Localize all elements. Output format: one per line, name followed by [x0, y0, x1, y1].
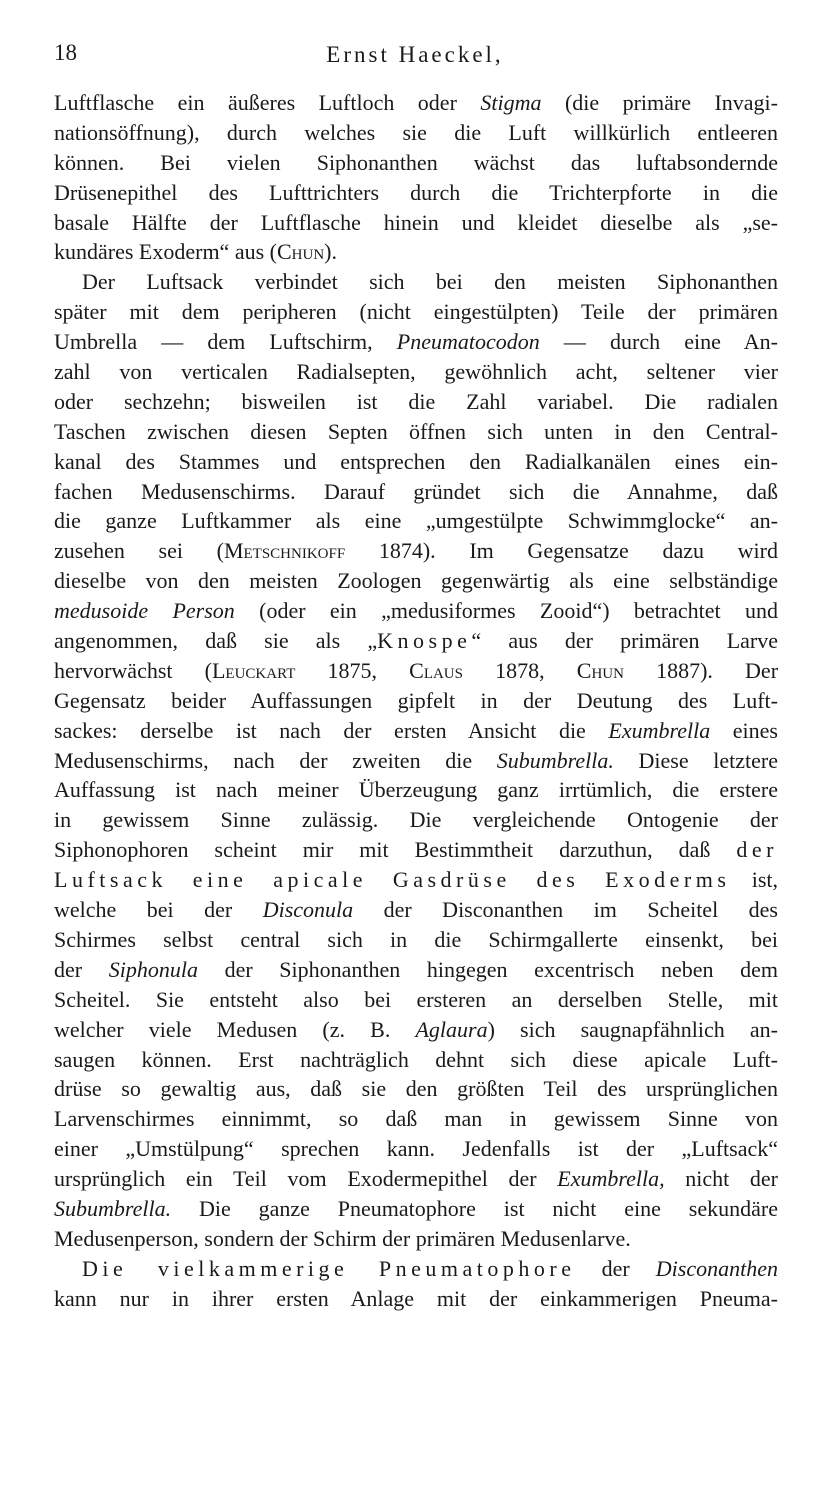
- text-segment: ursprünglich ein Teil vom Exodermepithel der: [54, 1166, 558, 1192]
- text-line: [54, 985, 778, 1015]
- text-line: [54, 626, 778, 656]
- text-segment: (die primäre Invagi-: [541, 90, 778, 115]
- text-line: [54, 955, 778, 985]
- text-segment: ist,: [730, 867, 778, 893]
- text-segment: in gewissem Sinne zulässig. Die vergleichende Ontogenie der: [54, 807, 778, 833]
- text-line: [54, 506, 778, 536]
- text-segment: welche bei der: [54, 897, 263, 923]
- text-segment: hervorwächst (: [54, 657, 212, 683]
- text-segment: nationsöffnung), durch welches sie die Luft willkürlich entleeren: [54, 119, 778, 145]
- text-segment: der Disconanthen im Scheitel des: [353, 897, 778, 923]
- text-segment: Siphonophoren scheint mir mit Bestimmtheit darzuthun, daß: [54, 837, 737, 863]
- text-line: [54, 1104, 778, 1134]
- text-segment: Disconanthen: [655, 1255, 778, 1281]
- text-segment: Der Luftsack verbindet sich bei den meisten Siphonanthen: [82, 269, 778, 295]
- text-segment: Die ganze Pneumatophore ist nicht eine sekundäre: [171, 1195, 778, 1221]
- text-segment: 1878,: [462, 657, 577, 683]
- text-segment: (oder ein „medusiformes Zooid“) betrachtet und: [234, 598, 778, 624]
- text-line: [54, 805, 778, 835]
- body-text: [54, 88, 778, 1314]
- text-segment: “ aus der primären Larve: [471, 628, 778, 654]
- text-line: [54, 1224, 778, 1254]
- text-segment: ).: [324, 239, 337, 265]
- text-segment: Subumbrella.: [496, 747, 614, 773]
- text-segment: angenommen, daß sie als „: [54, 628, 378, 654]
- text-segment: Luftsack eine apicale Gasdrüse des Exoderms: [54, 867, 731, 893]
- text-line: [54, 895, 778, 925]
- text-segment: Drüsenepithel des Lufttrichters durch die Trichterpforte in die: [54, 179, 778, 205]
- text-segment: oder sechzehn; bisweilen ist die Zahl variabel. Die radialen: [54, 388, 778, 414]
- text-segment: saugen können. Erst nachträglich dehnt sich diese apicale Luft-: [54, 1046, 778, 1072]
- text-line: [54, 835, 778, 865]
- text-segment: Claus: [409, 657, 463, 683]
- text-line: [54, 1194, 778, 1224]
- text-line: [54, 387, 778, 417]
- text-segment: welcher viele Medusen (z. B.: [54, 1016, 416, 1042]
- text-segment: Exumbrella,: [557, 1166, 665, 1192]
- page-header: [54, 40, 776, 72]
- text-line: [54, 1164, 778, 1194]
- text-segment: zusehen sei (: [54, 538, 224, 564]
- text-line: [54, 686, 778, 716]
- text-segment: dieselbe von den meisten Zoologen gegenwärtig als eine selbständige: [54, 568, 778, 594]
- text-line: [54, 148, 778, 178]
- text-segment: Metschnikoff: [223, 538, 346, 564]
- text-line: [54, 267, 778, 297]
- text-segment: Larvenschirmes einnimmt, so daß man in gewissem Sinne von: [54, 1106, 778, 1132]
- text-line: [54, 716, 778, 746]
- text-line: [54, 297, 778, 327]
- text-segment: Pneumatocodon: [396, 329, 540, 355]
- text-segment: später mit dem peripheren (nicht eingestülpten) Teile der primären: [54, 299, 778, 325]
- text-segment: Exumbrella: [608, 717, 711, 743]
- text-segment: kundäres Exoderm“ aus (: [54, 239, 277, 265]
- text-segment: Siphonula: [108, 956, 198, 982]
- text-line: [54, 1074, 778, 1104]
- text-segment: Knospe: [377, 628, 472, 654]
- text-line: [54, 178, 778, 208]
- text-segment: Auffassung ist nach meiner Überzeugung ganz irrtümlich, die erstere: [54, 777, 778, 803]
- text-segment: medusoide Person: [54, 598, 235, 624]
- text-line: [54, 865, 778, 895]
- text-segment: Medusenschirms, nach der zweiten die: [54, 747, 497, 773]
- text-segment: der: [54, 956, 109, 982]
- text-segment: 1874). Im Gegensatze dazu wird: [345, 538, 778, 564]
- text-segment: 1887). Der: [623, 657, 779, 683]
- text-line: [54, 118, 778, 148]
- text-segment: — durch eine An-: [539, 329, 778, 355]
- text-segment: Schirmes selbst central sich in die Schirmgallerte einsenkt, bei: [54, 926, 778, 952]
- text-segment: 1875,: [295, 657, 410, 683]
- text-line: [54, 536, 778, 566]
- text-segment: Taschen zwischen diesen Septen öffnen sich unten in den Central-: [54, 418, 778, 444]
- text-segment: Die vielkammerige Pneumatophore: [82, 1255, 576, 1281]
- running-head: Ernst Haeckel,: [326, 42, 504, 67]
- text-segment: kann nur in ihrer ersten Anlage mit der einkammerigen Pneuma-: [54, 1285, 778, 1311]
- text-segment: drüse so gewaltig aus, daß sie den größten Teil des ursprünglichen: [54, 1076, 778, 1102]
- text-line: [54, 596, 778, 626]
- text-segment: Luftflasche ein äußeres Luftloch oder: [54, 90, 481, 115]
- text-line: [54, 656, 778, 686]
- text-segment: zahl von verticalen Radialsepten, gewöhnlich acht, seltener vier: [54, 359, 778, 385]
- text-segment: Aglaura: [415, 1016, 488, 1042]
- text-segment: Chun: [276, 239, 325, 265]
- text-line: [54, 1045, 778, 1075]
- text-line: [54, 746, 778, 776]
- text-line: [54, 1284, 778, 1314]
- text-line: [54, 477, 778, 507]
- text-segment: einer „Umstülpung“ sprechen kann. Jedenfalls ist der „Luftsack“: [54, 1136, 778, 1162]
- text-segment: der: [575, 1255, 656, 1281]
- text-segment: Leuckart: [211, 657, 296, 683]
- text-segment: fachen Medusenschirms. Darauf gründet sich die Annahme, daß: [54, 478, 778, 504]
- text-segment: nicht der: [664, 1166, 778, 1192]
- text-line: [54, 1134, 778, 1164]
- text-line: [54, 208, 778, 238]
- text-line: [54, 327, 778, 357]
- text-segment: Stigma: [480, 90, 542, 115]
- page-number: 18: [54, 40, 77, 65]
- text-line: [54, 925, 778, 955]
- text-line: [54, 775, 778, 805]
- text-segment: ) sich saugnapfähnlich an-: [487, 1016, 778, 1042]
- text-line: [54, 1254, 778, 1284]
- text-segment: Diese letztere: [613, 747, 779, 773]
- text-segment: sackes: derselbe ist nach der ersten Ansicht die: [54, 717, 609, 743]
- text-segment: der: [736, 837, 778, 863]
- text-segment: Disconula: [262, 897, 354, 923]
- text-segment: können. Bei vielen Siphonanthen wächst das luftabsondernde: [54, 149, 778, 175]
- text-segment: basale Hälfte der Luftflasche hinein und kleidet dieselbe als „se-: [54, 209, 778, 235]
- text-line: [54, 237, 778, 267]
- text-line: [54, 417, 778, 447]
- text-segment: Scheitel. Sie entsteht also bei ersteren an derselben Stelle, mit: [54, 986, 778, 1012]
- text-segment: die ganze Luftkammer als eine „umgestülpte Schwimmglocke“ an-: [54, 508, 778, 534]
- text-line: [54, 1015, 778, 1045]
- text-segment: eines: [710, 717, 778, 743]
- text-segment: Subumbrella.: [54, 1195, 172, 1221]
- text-segment: der Siphonanthen hingegen excentrisch neben dem: [197, 956, 778, 982]
- text-line: [54, 566, 778, 596]
- text-segment: Umbrella — dem Luftschirm,: [54, 329, 397, 355]
- text-line: [54, 447, 778, 477]
- text-segment: kanal des Stammes und entsprechen den Radialkanälen eines ein-: [54, 448, 778, 474]
- text-line: [54, 357, 778, 387]
- text-segment: Gegensatz beider Auffassungen gipfelt in der Deutung des Luft-: [54, 687, 778, 713]
- text-line: [54, 88, 778, 118]
- text-segment: Medusenperson, sondern der Schirm der primären Medusenlarve.: [54, 1225, 631, 1251]
- text-segment: Chun: [576, 657, 624, 683]
